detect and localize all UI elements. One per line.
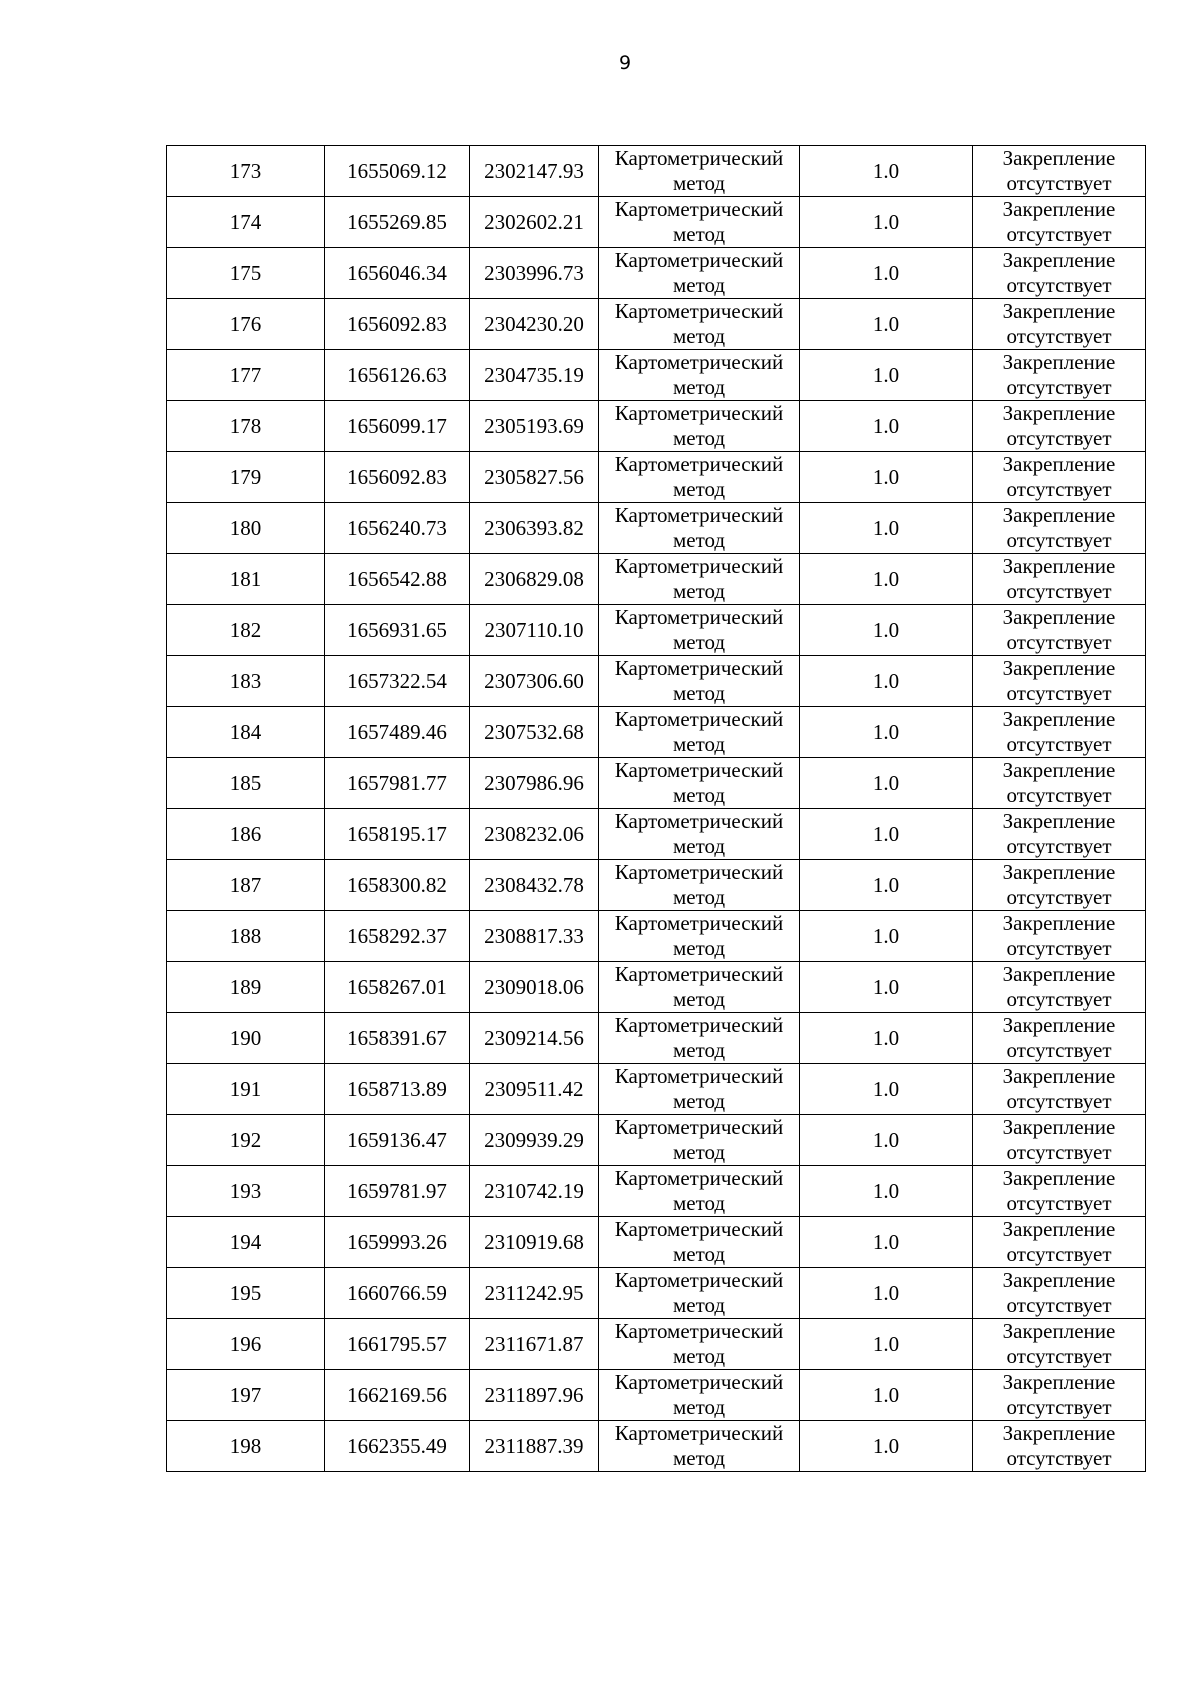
- method-line-2: метод: [672, 783, 726, 807]
- fixation-cell: [973, 452, 1146, 503]
- fixation-line-1: Закрепление: [1002, 1064, 1116, 1088]
- fixation-line-2: отсутствует: [1006, 1140, 1112, 1164]
- method-line-2: метод: [672, 732, 726, 756]
- table-row: [167, 1166, 1146, 1217]
- point-number-cell: 174: [167, 197, 325, 248]
- fixation-cell: [973, 758, 1146, 809]
- method-line-2: метод: [672, 222, 726, 246]
- method-cell: [599, 197, 800, 248]
- accuracy-cell: 1.0: [800, 1064, 973, 1115]
- table-row: [167, 1268, 1146, 1319]
- x-coordinate-cell: 1660766.59: [325, 1268, 470, 1319]
- point-number-cell: 175: [167, 248, 325, 299]
- fixation-cell: [973, 809, 1146, 860]
- y-coordinate-cell: 2302147.93: [470, 146, 599, 197]
- y-coordinate-cell: 2306829.08: [470, 554, 599, 605]
- accuracy-cell: 1.0: [800, 860, 973, 911]
- fixation-line-2: отсутствует: [1006, 579, 1112, 603]
- table-row: [167, 1217, 1146, 1268]
- fixation-cell: [973, 146, 1146, 197]
- method-line-1: Картометрический: [614, 1115, 784, 1139]
- point-number-cell: 194: [167, 1217, 325, 1268]
- accuracy-cell: 1.0: [800, 248, 973, 299]
- method-cell: [599, 1370, 800, 1421]
- method-cell: [599, 656, 800, 707]
- fixation-line-2: отсутствует: [1006, 1293, 1112, 1317]
- y-coordinate-cell: 2309939.29: [470, 1115, 599, 1166]
- accuracy-cell: 1.0: [800, 554, 973, 605]
- accuracy-cell: 1.0: [800, 146, 973, 197]
- table-row: [167, 1064, 1146, 1115]
- method-cell: [599, 1115, 800, 1166]
- table-row: [167, 554, 1146, 605]
- method-line-2: метод: [672, 1242, 726, 1266]
- fixation-cell: [973, 1268, 1146, 1319]
- method-line-1: Картометрический: [614, 1319, 784, 1343]
- method-line-2: метод: [672, 375, 726, 399]
- y-coordinate-cell: 2304735.19: [470, 350, 599, 401]
- fixation-cell: [973, 248, 1146, 299]
- x-coordinate-cell: 1657489.46: [325, 707, 470, 758]
- fixation-line-1: Закрепление: [1002, 1013, 1116, 1037]
- method-cell: [599, 809, 800, 860]
- table-row: [167, 860, 1146, 911]
- point-number-cell: 186: [167, 809, 325, 860]
- method-line-2: метод: [672, 477, 726, 501]
- fixation-line-1: Закрепление: [1002, 1319, 1116, 1343]
- method-cell: [599, 758, 800, 809]
- fixation-line-1: Закрепление: [1002, 197, 1116, 221]
- fixation-line-2: отсутствует: [1006, 1242, 1112, 1266]
- x-coordinate-cell: 1658292.37: [325, 911, 470, 962]
- method-line-1: Картометрический: [614, 1166, 784, 1190]
- fixation-line-1: Закрепление: [1002, 911, 1116, 935]
- method-line-2: метод: [672, 834, 726, 858]
- fixation-line-1: Закрепление: [1002, 452, 1116, 476]
- table-row: [167, 605, 1146, 656]
- x-coordinate-cell: 1662355.49: [325, 1421, 470, 1472]
- method-line-1: Картометрический: [614, 146, 784, 170]
- method-line-1: Картометрический: [614, 503, 784, 527]
- method-line-2: метод: [672, 936, 726, 960]
- fixation-cell: [973, 605, 1146, 656]
- fixation-line-2: отсутствует: [1006, 528, 1112, 552]
- accuracy-cell: 1.0: [800, 605, 973, 656]
- method-line-1: Картометрический: [614, 1268, 784, 1292]
- point-number-cell: 191: [167, 1064, 325, 1115]
- accuracy-cell: 1.0: [800, 452, 973, 503]
- point-number-cell: 197: [167, 1370, 325, 1421]
- method-cell: [599, 503, 800, 554]
- y-coordinate-cell: 2305827.56: [470, 452, 599, 503]
- fixation-cell: [973, 350, 1146, 401]
- y-coordinate-cell: 2303996.73: [470, 248, 599, 299]
- fixation-cell: [973, 1013, 1146, 1064]
- method-cell: [599, 605, 800, 656]
- fixation-cell: [973, 1115, 1146, 1166]
- method-line-1: Картометрический: [614, 605, 784, 629]
- fixation-line-1: Закрепление: [1002, 605, 1116, 629]
- fixation-line-2: отсутствует: [1006, 171, 1112, 195]
- fixation-line-2: отсутствует: [1006, 936, 1112, 960]
- x-coordinate-cell: 1656092.83: [325, 452, 470, 503]
- fixation-cell: [973, 1421, 1146, 1472]
- y-coordinate-cell: 2309511.42: [470, 1064, 599, 1115]
- method-cell: [599, 707, 800, 758]
- method-cell: [599, 911, 800, 962]
- x-coordinate-cell: 1656240.73: [325, 503, 470, 554]
- accuracy-cell: 1.0: [800, 1319, 973, 1370]
- method-line-2: метод: [672, 885, 726, 909]
- point-number-cell: 184: [167, 707, 325, 758]
- y-coordinate-cell: 2307986.96: [470, 758, 599, 809]
- fixation-line-1: Закрепление: [1002, 248, 1116, 272]
- method-cell: [599, 1064, 800, 1115]
- method-line-1: Картометрический: [614, 860, 784, 884]
- point-number-cell: 185: [167, 758, 325, 809]
- method-line-1: Картометрический: [614, 758, 784, 782]
- fixation-line-2: отсутствует: [1006, 426, 1112, 450]
- accuracy-cell: 1.0: [800, 401, 973, 452]
- method-line-1: Картометрический: [614, 656, 784, 680]
- y-coordinate-cell: 2308817.33: [470, 911, 599, 962]
- fixation-line-2: отсутствует: [1006, 1446, 1112, 1470]
- method-cell: [599, 1319, 800, 1370]
- point-number-cell: 178: [167, 401, 325, 452]
- point-number-cell: 190: [167, 1013, 325, 1064]
- accuracy-cell: 1.0: [800, 1421, 973, 1472]
- x-coordinate-cell: 1655269.85: [325, 197, 470, 248]
- x-coordinate-cell: 1656092.83: [325, 299, 470, 350]
- point-number-cell: 188: [167, 911, 325, 962]
- x-coordinate-cell: 1657981.77: [325, 758, 470, 809]
- fixation-line-2: отсутствует: [1006, 222, 1112, 246]
- method-line-2: метод: [672, 273, 726, 297]
- x-coordinate-cell: 1656046.34: [325, 248, 470, 299]
- fixation-cell: [973, 503, 1146, 554]
- table-row: [167, 707, 1146, 758]
- fixation-line-1: Закрепление: [1002, 656, 1116, 680]
- fixation-line-1: Закрепление: [1002, 1166, 1116, 1190]
- fixation-line-2: отсутствует: [1006, 834, 1112, 858]
- point-number-cell: 177: [167, 350, 325, 401]
- fixation-line-2: отсутствует: [1006, 681, 1112, 705]
- method-line-1: Картометрический: [614, 248, 784, 272]
- fixation-line-1: Закрепление: [1002, 860, 1116, 884]
- accuracy-cell: 1.0: [800, 656, 973, 707]
- method-line-1: Картометрический: [614, 1013, 784, 1037]
- table-row: [167, 809, 1146, 860]
- point-number-cell: 180: [167, 503, 325, 554]
- point-number-cell: 179: [167, 452, 325, 503]
- table-row: [167, 401, 1146, 452]
- x-coordinate-cell: 1655069.12: [325, 146, 470, 197]
- accuracy-cell: 1.0: [800, 758, 973, 809]
- method-line-2: метод: [672, 1395, 726, 1419]
- fixation-line-1: Закрепление: [1002, 1370, 1116, 1394]
- fixation-line-1: Закрепление: [1002, 146, 1116, 170]
- point-number-cell: 193: [167, 1166, 325, 1217]
- x-coordinate-cell: 1658300.82: [325, 860, 470, 911]
- table-row: [167, 1370, 1146, 1421]
- point-number-cell: 187: [167, 860, 325, 911]
- fixation-line-2: отсутствует: [1006, 987, 1112, 1011]
- table-row: [167, 962, 1146, 1013]
- accuracy-cell: 1.0: [800, 809, 973, 860]
- method-cell: [599, 299, 800, 350]
- method-cell: [599, 350, 800, 401]
- method-cell: [599, 452, 800, 503]
- fixation-line-2: отсутствует: [1006, 1395, 1112, 1419]
- y-coordinate-cell: 2309214.56: [470, 1013, 599, 1064]
- method-cell: [599, 1421, 800, 1472]
- method-line-2: метод: [672, 1140, 726, 1164]
- method-line-2: метод: [672, 1191, 726, 1215]
- y-coordinate-cell: 2304230.20: [470, 299, 599, 350]
- fixation-cell: [973, 299, 1146, 350]
- y-coordinate-cell: 2311671.87: [470, 1319, 599, 1370]
- point-number-cell: 195: [167, 1268, 325, 1319]
- fixation-cell: [973, 401, 1146, 452]
- fixation-line-2: отсутствует: [1006, 1191, 1112, 1215]
- table-row: [167, 299, 1146, 350]
- fixation-line-2: отсутствует: [1006, 1089, 1112, 1113]
- method-line-2: метод: [672, 579, 726, 603]
- method-cell: [599, 860, 800, 911]
- accuracy-cell: 1.0: [800, 503, 973, 554]
- table-row: [167, 758, 1146, 809]
- method-cell: [599, 1217, 800, 1268]
- fixation-cell: [973, 860, 1146, 911]
- accuracy-cell: 1.0: [800, 1217, 973, 1268]
- method-line-1: Картометрический: [614, 452, 784, 476]
- method-line-1: Картометрический: [614, 299, 784, 323]
- coordinates-table: [166, 145, 1146, 1472]
- y-coordinate-cell: 2310742.19: [470, 1166, 599, 1217]
- method-line-2: метод: [672, 1344, 726, 1368]
- point-number-cell: 198: [167, 1421, 325, 1472]
- fixation-line-2: отсутствует: [1006, 273, 1112, 297]
- method-cell: [599, 1166, 800, 1217]
- fixation-line-1: Закрепление: [1002, 707, 1116, 731]
- point-number-cell: 189: [167, 962, 325, 1013]
- x-coordinate-cell: 1659993.26: [325, 1217, 470, 1268]
- method-line-2: метод: [672, 681, 726, 705]
- method-line-1: Картометрический: [614, 1421, 784, 1445]
- method-line-1: Картометрический: [614, 911, 784, 935]
- table-row: [167, 1421, 1146, 1472]
- fixation-line-2: отсутствует: [1006, 324, 1112, 348]
- accuracy-cell: 1.0: [800, 911, 973, 962]
- table-row: [167, 656, 1146, 707]
- method-line-1: Картометрический: [614, 554, 784, 578]
- method-line-1: Картометрический: [614, 1217, 784, 1241]
- point-number-cell: 173: [167, 146, 325, 197]
- fixation-line-1: Закрепление: [1002, 554, 1116, 578]
- x-coordinate-cell: 1656099.17: [325, 401, 470, 452]
- y-coordinate-cell: 2305193.69: [470, 401, 599, 452]
- x-coordinate-cell: 1658391.67: [325, 1013, 470, 1064]
- table-row: [167, 197, 1146, 248]
- method-line-2: метод: [672, 1089, 726, 1113]
- method-line-1: Картометрический: [614, 1064, 784, 1088]
- fixation-line-1: Закрепление: [1002, 299, 1116, 323]
- x-coordinate-cell: 1656931.65: [325, 605, 470, 656]
- accuracy-cell: 1.0: [800, 707, 973, 758]
- table-row: [167, 911, 1146, 962]
- table-row: [167, 1115, 1146, 1166]
- method-line-2: метод: [672, 1446, 726, 1470]
- x-coordinate-cell: 1659136.47: [325, 1115, 470, 1166]
- method-line-2: метод: [672, 630, 726, 654]
- fixation-cell: [973, 1064, 1146, 1115]
- y-coordinate-cell: 2302602.21: [470, 197, 599, 248]
- fixation-cell: [973, 656, 1146, 707]
- method-cell: [599, 1013, 800, 1064]
- y-coordinate-cell: 2311242.95: [470, 1268, 599, 1319]
- fixation-line-2: отсутствует: [1006, 1038, 1112, 1062]
- fixation-cell: [973, 1217, 1146, 1268]
- fixation-line-1: Закрепление: [1002, 503, 1116, 527]
- fixation-line-2: отсутствует: [1006, 783, 1112, 807]
- fixation-line-1: Закрепление: [1002, 401, 1116, 425]
- fixation-line-1: Закрепление: [1002, 1115, 1116, 1139]
- method-line-2: метод: [672, 987, 726, 1011]
- x-coordinate-cell: 1658267.01: [325, 962, 470, 1013]
- fixation-line-1: Закрепление: [1002, 809, 1116, 833]
- table-row: [167, 350, 1146, 401]
- method-line-1: Картометрический: [614, 197, 784, 221]
- accuracy-cell: 1.0: [800, 1268, 973, 1319]
- point-number-cell: 181: [167, 554, 325, 605]
- table-row: [167, 1013, 1146, 1064]
- table-row: [167, 452, 1146, 503]
- y-coordinate-cell: 2307532.68: [470, 707, 599, 758]
- method-cell: [599, 401, 800, 452]
- fixation-cell: [973, 1166, 1146, 1217]
- y-coordinate-cell: 2306393.82: [470, 503, 599, 554]
- table-body: [167, 146, 1146, 1472]
- accuracy-cell: 1.0: [800, 1370, 973, 1421]
- method-line-1: Картометрический: [614, 401, 784, 425]
- accuracy-cell: 1.0: [800, 1115, 973, 1166]
- fixation-line-1: Закрепление: [1002, 1217, 1116, 1241]
- y-coordinate-cell: 2309018.06: [470, 962, 599, 1013]
- fixation-line-2: отсутствует: [1006, 477, 1112, 501]
- method-line-2: метод: [672, 1293, 726, 1317]
- accuracy-cell: 1.0: [800, 1166, 973, 1217]
- fixation-line-1: Закрепление: [1002, 758, 1116, 782]
- table-row: [167, 248, 1146, 299]
- method-line-1: Картометрический: [614, 350, 784, 374]
- method-cell: [599, 1268, 800, 1319]
- y-coordinate-cell: 2311887.39: [470, 1421, 599, 1472]
- fixation-line-2: отсутствует: [1006, 630, 1112, 654]
- point-number-cell: 176: [167, 299, 325, 350]
- accuracy-cell: 1.0: [800, 299, 973, 350]
- accuracy-cell: 1.0: [800, 197, 973, 248]
- y-coordinate-cell: 2311897.96: [470, 1370, 599, 1421]
- fixation-cell: [973, 707, 1146, 758]
- point-number-cell: 192: [167, 1115, 325, 1166]
- fixation-cell: [973, 554, 1146, 605]
- y-coordinate-cell: 2307306.60: [470, 656, 599, 707]
- fixation-cell: [973, 197, 1146, 248]
- accuracy-cell: 1.0: [800, 350, 973, 401]
- table-row: [167, 503, 1146, 554]
- method-line-2: метод: [672, 528, 726, 552]
- point-number-cell: 182: [167, 605, 325, 656]
- fixation-line-1: Закрепление: [1002, 350, 1116, 374]
- y-coordinate-cell: 2310919.68: [470, 1217, 599, 1268]
- method-line-1: Картометрический: [614, 707, 784, 731]
- fixation-cell: [973, 962, 1146, 1013]
- page-number: 9: [618, 52, 632, 74]
- method-line-1: Картометрический: [614, 962, 784, 986]
- x-coordinate-cell: 1658195.17: [325, 809, 470, 860]
- x-coordinate-cell: 1662169.56: [325, 1370, 470, 1421]
- fixation-cell: [973, 1319, 1146, 1370]
- point-number-cell: 183: [167, 656, 325, 707]
- method-line-2: метод: [672, 426, 726, 450]
- fixation-line-2: отсутствует: [1006, 732, 1112, 756]
- fixation-line-1: Закрепление: [1002, 1268, 1116, 1292]
- method-cell: [599, 146, 800, 197]
- accuracy-cell: 1.0: [800, 1013, 973, 1064]
- x-coordinate-cell: 1656542.88: [325, 554, 470, 605]
- x-coordinate-cell: 1659781.97: [325, 1166, 470, 1217]
- y-coordinate-cell: 2308432.78: [470, 860, 599, 911]
- method-cell: [599, 248, 800, 299]
- y-coordinate-cell: 2308232.06: [470, 809, 599, 860]
- fixation-cell: [973, 911, 1146, 962]
- method-cell: [599, 554, 800, 605]
- y-coordinate-cell: 2307110.10: [470, 605, 599, 656]
- fixation-line-1: Закрепление: [1002, 1421, 1116, 1445]
- x-coordinate-cell: 1661795.57: [325, 1319, 470, 1370]
- fixation-cell: [973, 1370, 1146, 1421]
- point-number-cell: 196: [167, 1319, 325, 1370]
- method-line-2: метод: [672, 1038, 726, 1062]
- method-line-2: метод: [672, 324, 726, 348]
- method-line-1: Картометрический: [614, 809, 784, 833]
- fixation-line-2: отсутствует: [1006, 375, 1112, 399]
- fixation-line-2: отсутствует: [1006, 885, 1112, 909]
- fixation-line-2: отсутствует: [1006, 1344, 1112, 1368]
- table-row: [167, 146, 1146, 197]
- table-row: [167, 1319, 1146, 1370]
- x-coordinate-cell: 1657322.54: [325, 656, 470, 707]
- x-coordinate-cell: 1656126.63: [325, 350, 470, 401]
- accuracy-cell: 1.0: [800, 962, 973, 1013]
- method-cell: [599, 962, 800, 1013]
- method-line-1: Картометрический: [614, 1370, 784, 1394]
- x-coordinate-cell: 1658713.89: [325, 1064, 470, 1115]
- method-line-2: метод: [672, 171, 726, 195]
- fixation-line-1: Закрепление: [1002, 962, 1116, 986]
